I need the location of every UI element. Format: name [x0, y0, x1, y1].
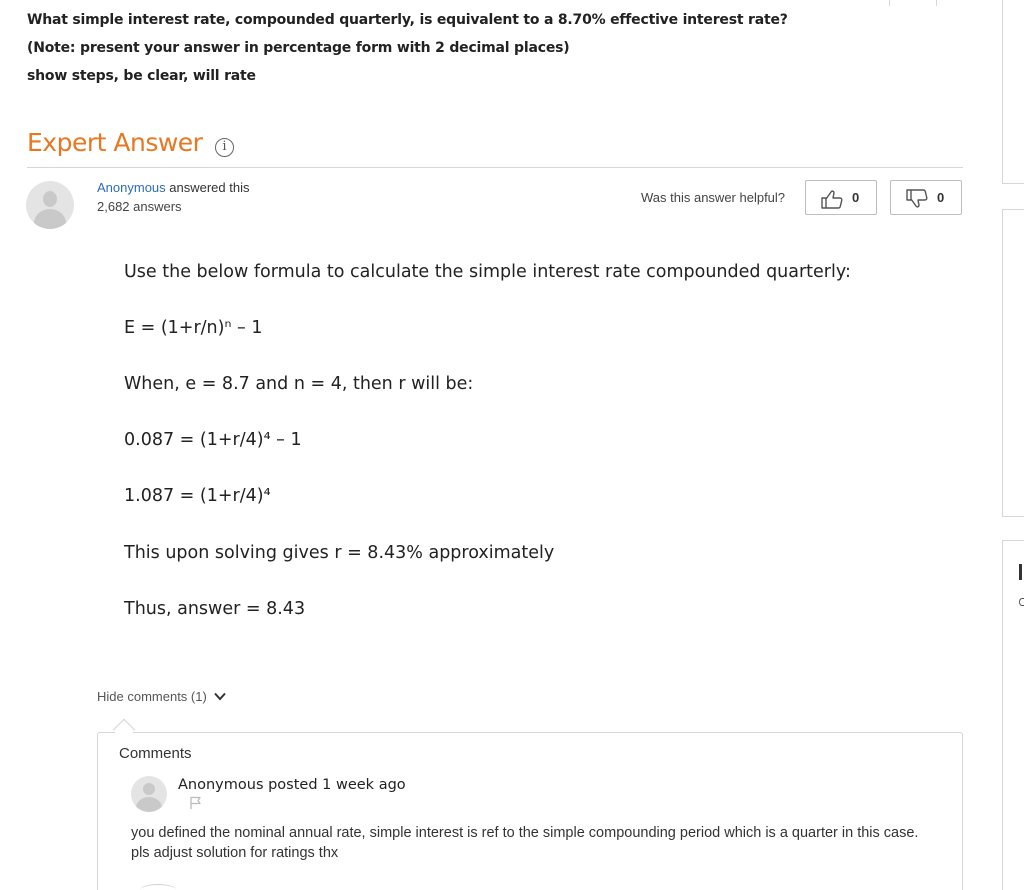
- question-text: [27, 10, 887, 94]
- avatar-head-shape: [143, 783, 155, 795]
- side-panel-text-fragment: [1019, 564, 1022, 580]
- comment-input-avatar: [140, 884, 176, 890]
- header-divider: [936, 0, 937, 6]
- upvote-count: 0: [852, 190, 860, 205]
- thumbs-up-icon: [820, 189, 844, 209]
- downvote-count: 0: [937, 190, 945, 205]
- answer-formula: E = (1+r/n)ⁿ – 1: [124, 318, 263, 338]
- answer-solution: This upon solving gives r = 8.43% approximately: [124, 543, 555, 563]
- chevron-down-icon: [214, 692, 226, 701]
- answered-label: answered this: [165, 180, 250, 195]
- answer-step-1: 0.087 = (1+r/4)⁴ – 1: [124, 430, 302, 450]
- side-panel-card: [1002, 540, 1024, 890]
- comments-heading: Comments: [119, 745, 192, 762]
- flag-icon[interactable]: [189, 796, 203, 810]
- answer-intro: Use the below formula to calculate the simple interest rate compounded quarterly:: [124, 262, 851, 282]
- expert-answer-heading: Expert Answer: [27, 128, 203, 157]
- answer-result: Thus, answer = 8.43: [124, 599, 306, 619]
- answer-step-2: 1.087 = (1+r/4)⁴: [124, 486, 271, 506]
- helpful-prompt: Was this answer helpful?: [641, 190, 786, 205]
- info-icon[interactable]: i: [215, 138, 234, 157]
- side-panel-text-fragment: [1019, 598, 1024, 606]
- comment-author-line: Anonymous posted 1 week ago: [178, 777, 406, 793]
- hide-comments-label: Hide comments (1): [97, 689, 207, 704]
- question-note: (Note: present your answer in percentage form with 2 decimal places): [27, 40, 570, 56]
- thumbs-down-icon: [905, 189, 929, 209]
- avatar-head-shape: [43, 191, 57, 207]
- comments-panel: [97, 732, 963, 890]
- answer-count: 2,682 answers: [97, 199, 182, 214]
- answer-given: When, e = 8.7 and n = 4, then r will be:: [124, 374, 474, 394]
- side-panel-card: [1002, 209, 1024, 517]
- question-line: What simple interest rate, compounded quarterly, is equivalent to a 8.70% effective interest rate?: [27, 12, 788, 28]
- comment-text: you defined the nominal annual rate, simple interest is ref to the simple compounding period which is a quarter in this case. pls adjust solution for ratings thx: [131, 825, 919, 861]
- answerer-info: [97, 180, 249, 196]
- section-divider: [27, 167, 963, 168]
- answerer-avatar[interactable]: [26, 181, 74, 229]
- side-panel-card: [1002, 0, 1024, 184]
- thumbs-up-button[interactable]: [805, 180, 877, 215]
- commenter-avatar[interactable]: [131, 776, 167, 812]
- question-request: show steps, be clear, will rate: [27, 68, 256, 84]
- avatar-body-shape: [136, 797, 162, 812]
- answerer-name-link[interactable]: Anonymous: [97, 180, 166, 195]
- avatar-body-shape: [34, 209, 66, 229]
- hide-comments-toggle[interactable]: [97, 689, 226, 704]
- thumbs-down-button[interactable]: [890, 180, 962, 215]
- header-divider: [889, 0, 890, 6]
